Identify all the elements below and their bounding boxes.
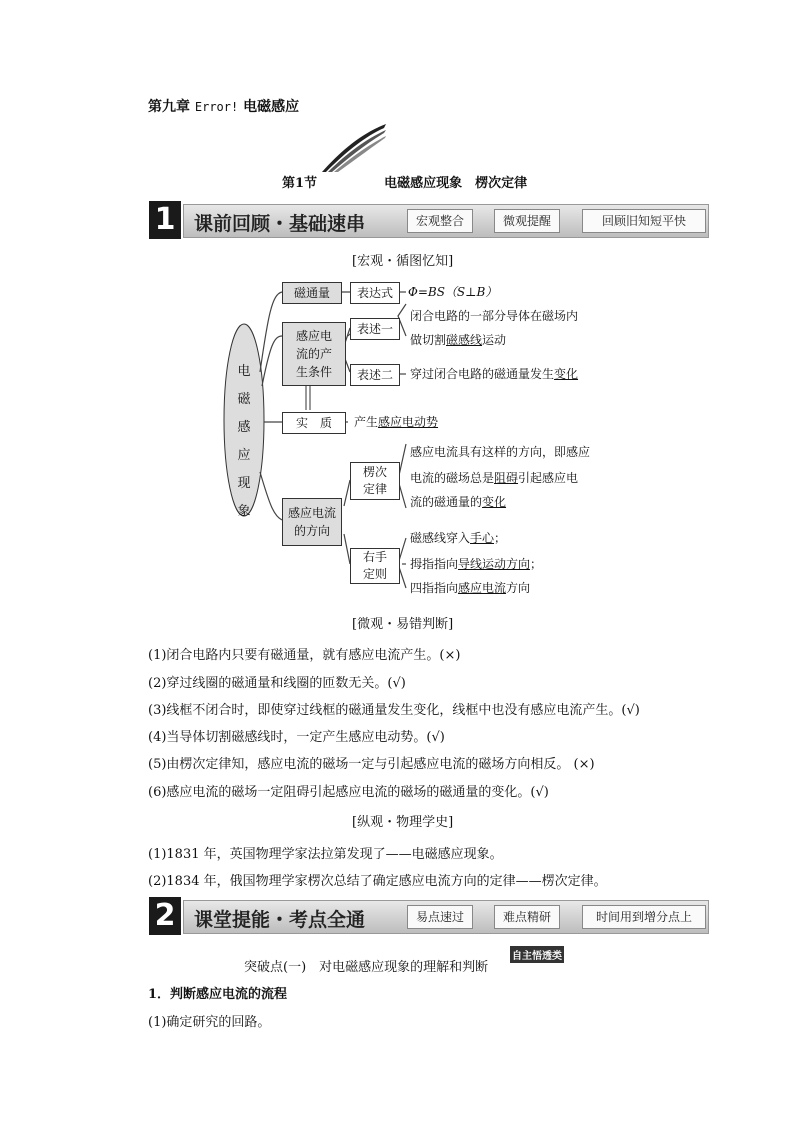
- review-old-knowledge-button[interactable]: 回顾旧知短平快: [582, 209, 706, 233]
- essence-text: 产生感应电动势: [354, 415, 439, 429]
- lenz-line3: 流的磁通量的变化: [410, 495, 507, 509]
- macro-summary-button[interactable]: 宏观整合: [407, 209, 473, 233]
- node-statement-two: 表述二: [350, 364, 400, 386]
- point-heading: 1．判断感应电流的流程: [148, 987, 288, 1002]
- lenz-line1: 感应电流具有这样的方向，即感应: [410, 445, 591, 459]
- banner-classroom: [149, 897, 709, 935]
- self-study-badge: 自主悟透类: [510, 946, 564, 963]
- judgment-item: (1)闭合电路内只要有磁通量，就有感应电流产生。(×): [148, 648, 461, 663]
- right-hand-line2: 拇指指向导线运动方向；: [410, 557, 543, 571]
- banner-number: 2: [149, 897, 181, 935]
- history-item: (2)1834 年，俄国物理学家楞次总结了确定感应电流方向的定律——楞次定律。: [148, 874, 607, 889]
- banner-title: 课前回顾・基础速串: [194, 213, 366, 235]
- banner-review: [149, 201, 709, 239]
- judgment-item: (2)穿过线圈的磁通量和线圈的匝数无关。(√): [148, 676, 406, 691]
- node-essence: 实 质: [282, 412, 346, 434]
- statement-one-line1: 闭合电路的一部分导体在磁场内: [410, 309, 579, 323]
- node-induction-condition: 感应电 流的产 生条件: [282, 322, 346, 386]
- judgment-item: (5)由楞次定律知，感应电流的磁场一定与引起感应电流的磁场方向相反。 (×): [148, 757, 595, 772]
- lenz-line2: 电流的磁场总是阻碍引起感应电: [410, 471, 579, 485]
- node-right-hand-rule: 右手 定则: [350, 548, 400, 584]
- swoosh-decoration-icon: [320, 122, 390, 174]
- node-lenz-law: 楞次 定律: [350, 462, 400, 500]
- node-current-direction: 感应电流 的方向: [282, 498, 342, 546]
- breakthrough-title: 突破点(一) 对电磁感应现象的理解和判断: [244, 960, 489, 975]
- statement-two-text: 穿过闭合电路的磁通量发生变化: [410, 367, 579, 381]
- history-item: (1)1831 年，英国物理学家法拉第发现了——电磁感应现象。: [148, 847, 503, 862]
- right-hand-line1: 磁感线穿入手心；: [410, 531, 507, 545]
- judgment-item: (4)当导体切割磁感线时，一定产生感应电动势。(√): [148, 730, 445, 745]
- node-flux-expression: 表达式: [350, 282, 400, 304]
- mindmap-root: 电 磁 感 应 现 象: [237, 364, 251, 519]
- easy-points-button[interactable]: 易点速过: [407, 905, 473, 929]
- judgment-item: (6)感应电流的磁场一定阻碍引起感应电流的磁场的磁通量的变化。(√): [148, 785, 549, 800]
- score-points-button[interactable]: 时间用到增分点上: [582, 905, 706, 929]
- mindmap: [220, 276, 620, 606]
- statement-one-line2: 做切割磁感线运动: [410, 333, 507, 347]
- history-heading: [纵观・物理学史]: [352, 815, 454, 830]
- macro-heading: [宏观・循图忆知]: [352, 254, 454, 269]
- micro-heading: [微观・易错判断]: [352, 617, 454, 632]
- node-statement-one: 表述一: [350, 318, 400, 340]
- banner-title: 课堂提能・考点全通: [194, 909, 366, 931]
- micro-reminder-button[interactable]: 微观提醒: [494, 209, 560, 233]
- hard-points-button[interactable]: 难点精研: [494, 905, 560, 929]
- section-title: 第1节 电磁感应现象 楞次定律: [282, 176, 528, 191]
- judgment-item: (3)线框不闭合时，即使穿过线框的磁通量发生变化，线框中也没有感应电流产生。(√): [148, 703, 640, 718]
- chapter-title: 第九章 Error! 电磁感应: [148, 99, 300, 115]
- point-subitem: (1)确定研究的回路。: [148, 1015, 271, 1030]
- node-flux: 磁通量: [282, 282, 342, 304]
- right-hand-line3: 四指指向感应电流方向: [410, 581, 531, 595]
- flux-formula: Φ=BS（S⊥B）: [408, 285, 498, 299]
- banner-number: 1: [149, 201, 181, 239]
